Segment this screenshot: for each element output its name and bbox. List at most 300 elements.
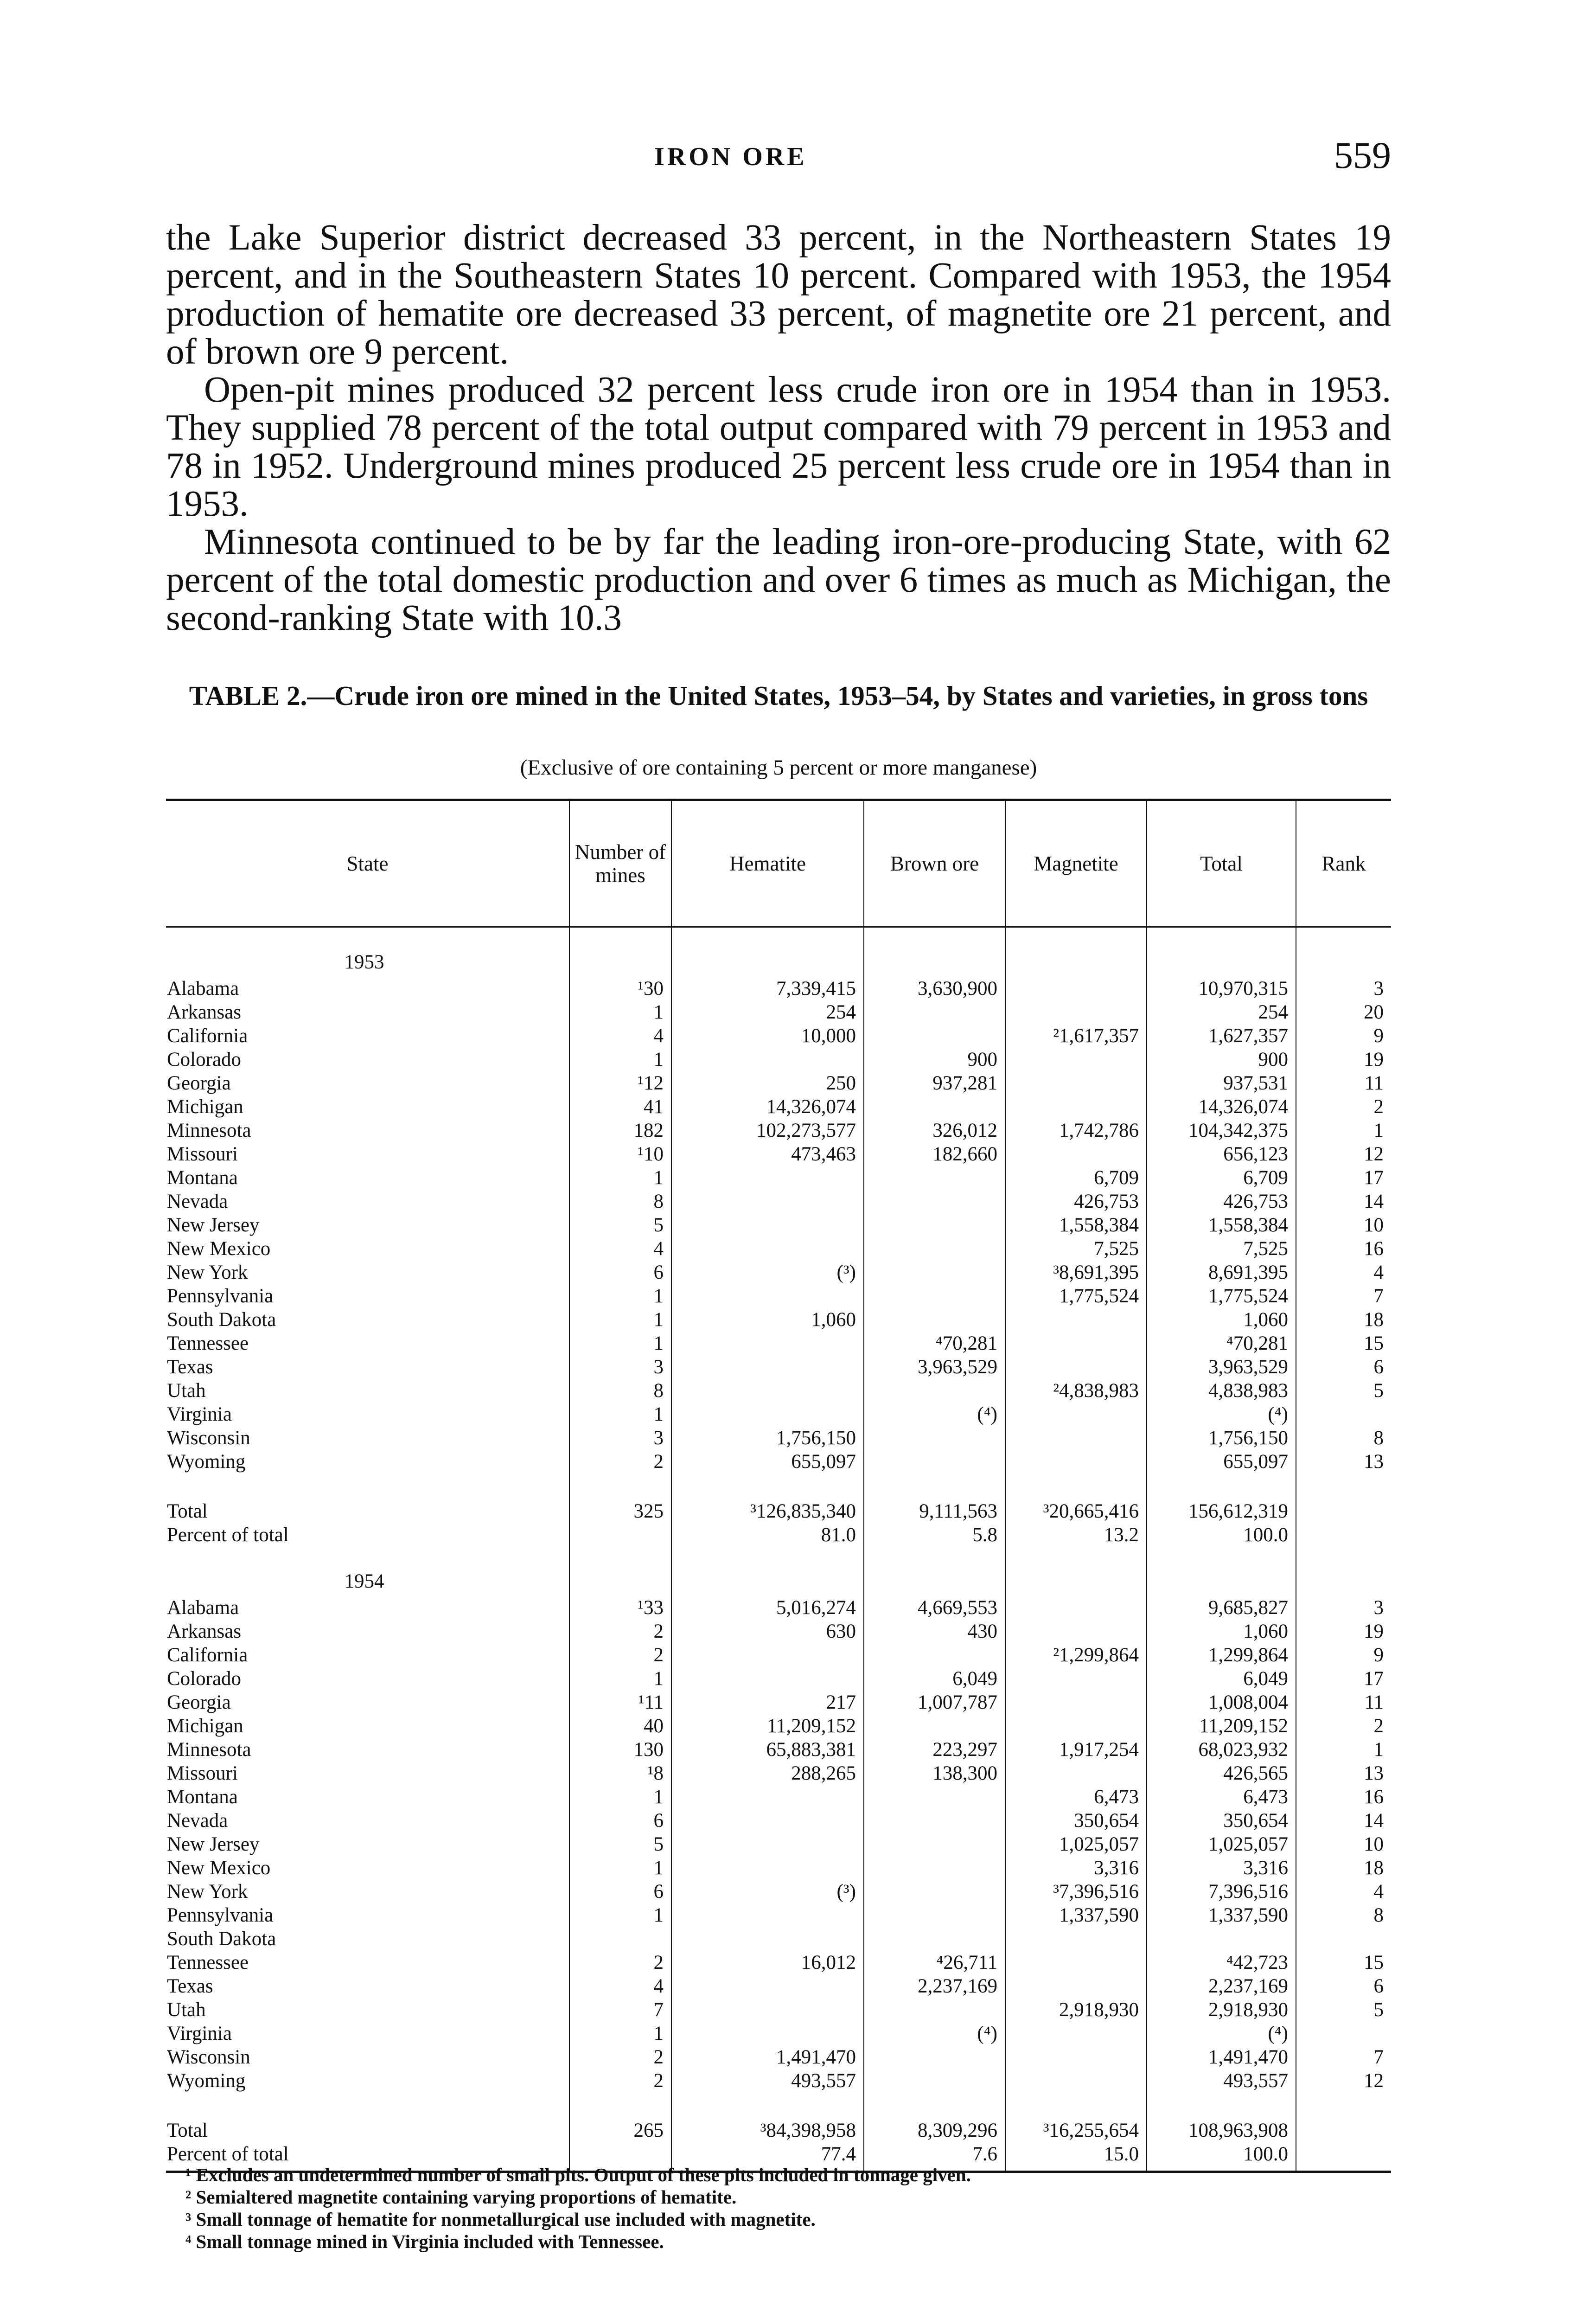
table-row (166, 1071, 1391, 1095)
table-row (166, 1450, 1391, 1473)
cell-state: Missouri (167, 1762, 238, 1784)
cell-total: 8,691,395 (1147, 1261, 1296, 1284)
column-header-rank: Rank (1296, 800, 1391, 927)
total-row (166, 2115, 1391, 2142)
column-header-brown-ore: Brown ore (864, 800, 1005, 927)
cell-magnetite (1005, 1714, 1147, 1738)
table-row (166, 1667, 1391, 1691)
empty-cell (1005, 2093, 1147, 2115)
cell-magnetite: 7,525 (1005, 1237, 1147, 1261)
cell-brown-ore: 3,963,529 (864, 1355, 1005, 1379)
cell-brown-ore (864, 1237, 1005, 1261)
table-row (166, 2045, 1391, 2069)
page-header (168, 134, 1391, 185)
cell-magnetite (1005, 1426, 1147, 1450)
cell-mines: 265 (569, 2115, 671, 2142)
cell-rank (1296, 1927, 1391, 1951)
cell-total: 655,097 (1147, 1450, 1296, 1473)
cell-state: Nevada (167, 1810, 228, 1832)
table-row (166, 1927, 1391, 1951)
cell-state: Michigan (167, 1096, 243, 1118)
cell-rank: 9 (1296, 1024, 1391, 1048)
cell-mines: 5 (569, 1832, 671, 1856)
table-row (166, 1095, 1391, 1119)
cell-total: 1,337,590 (1147, 1903, 1296, 1927)
cell-brown-ore (864, 1450, 1005, 1473)
column-header-state: State (166, 800, 569, 927)
cell-hematite: 5,016,274 (671, 1596, 864, 1620)
cell-rank: 11 (1296, 1691, 1391, 1714)
cell-rank: 13 (1296, 1762, 1391, 1785)
year-label: 1954 (344, 1570, 384, 1592)
cell-magnetite: 1,775,524 (1005, 1284, 1147, 1308)
table-row (166, 1000, 1391, 1024)
cell-rank: 10 (1296, 1832, 1391, 1856)
cell-magnetite: 1,917,254 (1005, 1738, 1147, 1762)
cell-hematite (671, 1379, 864, 1403)
cell-rank: 9 (1296, 1643, 1391, 1667)
cell-rank: 11 (1296, 1071, 1391, 1095)
cell-hematite: 288,265 (671, 1762, 864, 1785)
empty-cell (1005, 927, 1147, 977)
cell-state: Tennessee (167, 1952, 249, 1973)
cell-magnetite: ³7,396,516 (1005, 1880, 1147, 1903)
cell-mines: 1 (569, 1903, 671, 1927)
paragraph: the Lake Superior district decreased 33 percent, in the Northeastern States 19 percent, and in the Southeastern States 10 percent. Compared with 1953, the 1954 production of hematite ore decreased 33 percent, of magnetite ore 21 percent, and of brown ore 9 percent. (166, 218, 1391, 372)
cell-hematite (671, 1927, 864, 1951)
cell-state: New York (167, 1881, 248, 1903)
empty-cell (569, 1547, 671, 1596)
paragraph: Minnesota continued to be by far the leading iron-ore-producing State, with 62 percent of the total domestic production and over 6 times as much as Michigan, the second-ranking State with 10.3 (166, 522, 1391, 638)
cell-mines: 1 (569, 2022, 671, 2045)
empty-cell (864, 1473, 1005, 1496)
cell-hematite (671, 2022, 864, 2045)
cell-mines: 2 (569, 1643, 671, 1667)
cell-state: Georgia (167, 1691, 231, 1713)
empty-cell (166, 1473, 569, 1496)
footnote: ² Semialtered magnetite containing varying proportions of hematite. (185, 2186, 737, 2208)
cell-magnetite: ²1,617,357 (1005, 1024, 1147, 1048)
table-row (166, 1379, 1391, 1403)
cell-state: Georgia (167, 1072, 231, 1094)
cell-total: 1,025,057 (1147, 1832, 1296, 1856)
cell-rank: 3 (1296, 977, 1391, 1000)
cell-hematite: ³84,398,958 (671, 2115, 864, 2142)
table-row (166, 1738, 1391, 1762)
cell-total: 1,299,864 (1147, 1643, 1296, 1667)
cell-hematite (671, 1166, 864, 1190)
cell-rank: 6 (1296, 1974, 1391, 1998)
table-row (166, 1785, 1391, 1809)
cell-hematite: 217 (671, 1691, 864, 1714)
table-row (166, 1403, 1391, 1426)
empty-cell (1296, 1473, 1391, 1496)
year-row (166, 927, 1391, 977)
cell-mines: 2 (569, 2069, 671, 2093)
table-row (166, 1332, 1391, 1355)
cell-mines: ¹10 (569, 1142, 671, 1166)
cell-rank: 1 (1296, 1119, 1391, 1142)
cell-total: 1,558,384 (1147, 1213, 1296, 1237)
cell-magnetite: ³8,691,395 (1005, 1261, 1147, 1284)
cell-magnetite (1005, 1000, 1147, 1024)
cell-state: Arkansas (167, 1001, 242, 1023)
cell-magnetite: ³20,665,416 (1005, 1496, 1147, 1523)
cell-rank: 6 (1296, 1355, 1391, 1379)
cell-state: South Dakota (167, 1928, 276, 1950)
cell-rank (1296, 1496, 1391, 1523)
cell-brown-ore (864, 1166, 1005, 1190)
cell-hematite: 1,491,470 (671, 2045, 864, 2069)
cell-hematite: 630 (671, 1620, 864, 1643)
cell-state: Total (167, 1500, 208, 1522)
cell-mines: 8 (569, 1190, 671, 1213)
cell-hematite (671, 1832, 864, 1856)
cell-hematite (671, 1355, 864, 1379)
cell-state: Nevada (167, 1191, 228, 1212)
cell-state: Colorado (167, 1049, 242, 1070)
cell-state: Pennsylvania (167, 1904, 274, 1926)
cell-state: Minnesota (167, 1739, 251, 1761)
cell-mines: 1 (569, 1667, 671, 1691)
empty-cell (864, 1547, 1005, 1596)
cell-brown-ore (864, 1000, 1005, 1024)
cell-magnetite: 1,025,057 (1005, 1832, 1147, 1856)
cell-rank: 5 (1296, 1379, 1391, 1403)
cell-brown-ore: 7.6 (864, 2142, 1005, 2172)
cell-rank: 18 (1296, 1308, 1391, 1332)
cell-rank: 16 (1296, 1237, 1391, 1261)
cell-total: 2,918,930 (1147, 1998, 1296, 2022)
table-row (166, 1284, 1391, 1308)
cell-magnetite (1005, 1403, 1147, 1426)
cell-total: 1,627,357 (1147, 1024, 1296, 1048)
cell-state: Arkansas (167, 1621, 242, 1642)
table-row (166, 1951, 1391, 1974)
cell-hematite (671, 1998, 864, 2022)
cell-mines: ¹12 (569, 1071, 671, 1095)
cell-rank: 14 (1296, 1809, 1391, 1832)
cell-brown-ore (864, 1024, 1005, 1048)
paragraph: Open-pit mines produced 32 percent less crude iron ore in 1954 than in 1953. They supplied 78 percent of the total output compared with 79 percent in 1953 and 78 in 1952. Underground mines produced 25 percent less crude ore in 1954 than in 1953. (166, 370, 1391, 524)
cell-hematite: 14,326,074 (671, 1095, 864, 1119)
empty-cell (569, 927, 671, 977)
cell-hematite (671, 1809, 864, 1832)
cell-total: 426,565 (1147, 1762, 1296, 1785)
cell-rank: 8 (1296, 1426, 1391, 1450)
cell-magnetite: ³16,255,654 (1005, 2115, 1147, 2142)
table-caption: TABLE 2.—Crude iron ore mined in the United States, 1953–54, by States and varieties, in gross tons (189, 680, 1368, 711)
cell-magnetite (1005, 1667, 1147, 1691)
cell-magnetite: ²4,838,983 (1005, 1379, 1147, 1403)
cell-rank: 17 (1296, 1667, 1391, 1691)
body-text (166, 219, 1391, 637)
footnotes (185, 2164, 1391, 2253)
cell-state: Alabama (167, 978, 239, 999)
cell-state: Texas (167, 1975, 213, 1997)
cell-magnetite (1005, 1691, 1147, 1714)
column-header-hematite: Hematite (671, 800, 864, 927)
cell-brown-ore (864, 1785, 1005, 1809)
cell-magnetite: 350,654 (1005, 1809, 1147, 1832)
cell-total: ⁴42,723 (1147, 1951, 1296, 1974)
cell-brown-ore (864, 1998, 1005, 2022)
cell-brown-ore: 5.8 (864, 1523, 1005, 1547)
table-row (166, 1880, 1391, 1903)
table-row (166, 1261, 1391, 1284)
cell-mines: 41 (569, 1095, 671, 1119)
cell-brown-ore (864, 1643, 1005, 1667)
cell-total: 2,237,169 (1147, 1974, 1296, 1998)
cell-hematite (671, 1237, 864, 1261)
cell-rank: 8 (1296, 1903, 1391, 1927)
cell-brown-ore (864, 1284, 1005, 1308)
cell-magnetite (1005, 2069, 1147, 2093)
column-header-magnetite: Magnetite (1005, 800, 1147, 927)
cell-rank: 10 (1296, 1213, 1391, 1237)
cell-rank: 7 (1296, 1284, 1391, 1308)
cell-hematite (671, 1190, 864, 1213)
table-row (166, 1691, 1391, 1714)
cell-brown-ore (864, 1903, 1005, 1927)
empty-cell (864, 927, 1005, 977)
cell-brown-ore (864, 1880, 1005, 1903)
spacer-row (166, 1473, 1391, 1496)
cell-total: 493,557 (1147, 2069, 1296, 2093)
table-row (166, 977, 1391, 1000)
cell-brown-ore (864, 1261, 1005, 1284)
empty-cell (166, 2093, 569, 2115)
cell-magnetite: ²1,299,864 (1005, 1643, 1147, 1667)
cell-state: Utah (167, 1999, 206, 2021)
cell-brown-ore (864, 1190, 1005, 1213)
empty-cell (569, 1473, 671, 1496)
column-header-total: Total (1147, 800, 1296, 927)
cell-magnetite (1005, 1095, 1147, 1119)
year-row (166, 1547, 1391, 1596)
running-head: IRON ORE (654, 142, 807, 171)
cell-state: California (167, 1025, 248, 1047)
cell-state: California (167, 1644, 248, 1666)
cell-mines: 1 (569, 1403, 671, 1426)
cell-brown-ore: 9,111,563 (864, 1496, 1005, 1523)
cell-rank: 2 (1296, 1095, 1391, 1119)
cell-total: 1,491,470 (1147, 2045, 1296, 2069)
cell-state: Missouri (167, 1143, 238, 1165)
cell-brown-ore: 182,660 (864, 1142, 1005, 1166)
cell-magnetite: 13.2 (1005, 1523, 1147, 1547)
cell-total: 1,008,004 (1147, 1691, 1296, 1714)
cell-state: Wisconsin (167, 1427, 250, 1449)
table-row (166, 1856, 1391, 1880)
cell-magnetite (1005, 977, 1147, 1000)
cell-brown-ore: 1,007,787 (864, 1691, 1005, 1714)
empty-cell (671, 1473, 864, 1496)
cell-brown-ore: 138,300 (864, 1762, 1005, 1785)
cell-total: 6,709 (1147, 1166, 1296, 1190)
cell-rank: 1 (1296, 1738, 1391, 1762)
table-row (166, 1142, 1391, 1166)
cell-state: Alabama (167, 1597, 239, 1619)
cell-total: 100.0 (1147, 2142, 1296, 2172)
cell-brown-ore: 2,237,169 (864, 1974, 1005, 1998)
cell-brown-ore: 937,281 (864, 1071, 1005, 1095)
cell-brown-ore: 4,669,553 (864, 1596, 1005, 1620)
empty-cell (671, 927, 864, 977)
table-row (166, 1762, 1391, 1785)
cell-total: 108,963,908 (1147, 2115, 1296, 2142)
cell-mines: 3 (569, 1426, 671, 1450)
cell-total: 7,396,516 (1147, 1880, 1296, 1903)
cell-rank: 16 (1296, 1785, 1391, 1809)
cell-mines: 1 (569, 1785, 671, 1809)
table-row (166, 1832, 1391, 1856)
cell-brown-ore (864, 1809, 1005, 1832)
cell-magnetite (1005, 1927, 1147, 1951)
cell-mines: 1 (569, 1284, 671, 1308)
cell-state: Virginia (167, 2023, 232, 2044)
cell-magnetite (1005, 1620, 1147, 1643)
cell-mines (569, 1523, 671, 1547)
cell-hematite: 77.4 (671, 2142, 864, 2172)
cell-total: 10,970,315 (1147, 977, 1296, 1000)
cell-mines: 7 (569, 1998, 671, 2022)
cell-state: Utah (167, 1380, 206, 1402)
cell-brown-ore (864, 1927, 1005, 1951)
cell-magnetite (1005, 1355, 1147, 1379)
cell-mines: 4 (569, 1024, 671, 1048)
cell-rank: 18 (1296, 1856, 1391, 1880)
cell-magnetite: 426,753 (1005, 1190, 1147, 1213)
cell-mines: 2 (569, 2045, 671, 2069)
cell-brown-ore (864, 1714, 1005, 1738)
cell-brown-ore: 3,630,900 (864, 977, 1005, 1000)
cell-mines: 40 (569, 1714, 671, 1738)
cell-magnetite: 15.0 (1005, 2142, 1147, 2172)
cell-mines: 325 (569, 1496, 671, 1523)
cell-total: 1,060 (1147, 1620, 1296, 1643)
cell-mines: 6 (569, 1261, 671, 1284)
table-row (166, 1355, 1391, 1379)
cell-brown-ore (864, 1426, 1005, 1450)
cell-hematite (671, 1903, 864, 1927)
cell-rank: 19 (1296, 1048, 1391, 1071)
cell-magnetite (1005, 1048, 1147, 1071)
cell-hematite (671, 1403, 864, 1426)
cell-brown-ore: (⁴) (864, 1403, 1005, 1426)
cell-mines: 1 (569, 1308, 671, 1332)
cell-hematite (671, 1284, 864, 1308)
empty-cell (1296, 1547, 1391, 1596)
cell-total: 156,612,319 (1147, 1496, 1296, 1523)
cell-hematite: 65,883,381 (671, 1738, 864, 1762)
cell-total: 3,963,529 (1147, 1355, 1296, 1379)
cell-magnetite (1005, 1071, 1147, 1095)
cell-rank: 4 (1296, 1261, 1391, 1284)
cell-total: 1,060 (1147, 1308, 1296, 1332)
cell-magnetite (1005, 1951, 1147, 1974)
cell-mines: 8 (569, 1379, 671, 1403)
cell-hematite: (³) (671, 1880, 864, 1903)
table-row (166, 1620, 1391, 1643)
cell-rank (1296, 2022, 1391, 2045)
cell-magnetite (1005, 1762, 1147, 1785)
cell-hematite: 10,000 (671, 1024, 864, 1048)
cell-brown-ore (864, 2069, 1005, 2093)
spacer-row (166, 2093, 1391, 2115)
cell-mines: ¹30 (569, 977, 671, 1000)
cell-mines: 2 (569, 1620, 671, 1643)
year-label: 1953 (344, 951, 384, 973)
empty-cell (1005, 1473, 1147, 1496)
cell-brown-ore: 326,012 (864, 1119, 1005, 1142)
data-table-container (166, 799, 1391, 2173)
cell-brown-ore: 223,297 (864, 1738, 1005, 1762)
column-header-number-of-mines: Number of mines (569, 800, 671, 927)
cell-hematite (671, 1974, 864, 1998)
cell-rank: 19 (1296, 1620, 1391, 1643)
cell-mines (569, 1927, 671, 1951)
cell-hematite (671, 1785, 864, 1809)
cell-total: 104,342,375 (1147, 1119, 1296, 1142)
cell-brown-ore: 6,049 (864, 1667, 1005, 1691)
cell-rank: 2 (1296, 1714, 1391, 1738)
table-row (166, 1903, 1391, 1927)
table-row (166, 1024, 1391, 1048)
table-row (166, 1166, 1391, 1190)
cell-total: 254 (1147, 1000, 1296, 1024)
cell-brown-ore: 900 (864, 1048, 1005, 1071)
cell-state: South Dakota (167, 1309, 276, 1331)
cell-hematite: 473,463 (671, 1142, 864, 1166)
cell-mines: 3 (569, 1355, 671, 1379)
cell-rank: 14 (1296, 1190, 1391, 1213)
cell-state: New Mexico (167, 1238, 271, 1260)
percent-row (166, 1523, 1391, 1547)
cell-state: New Jersey (167, 1833, 260, 1855)
cell-mines: 4 (569, 1974, 671, 1998)
cell-brown-ore: ⁴70,281 (864, 1332, 1005, 1355)
table-row (166, 2069, 1391, 2093)
cell-hematite: 254 (671, 1000, 864, 1024)
table-row (166, 1596, 1391, 1620)
cell-total: 656,123 (1147, 1142, 1296, 1166)
cell-mines: ¹33 (569, 1596, 671, 1620)
table-row (166, 1998, 1391, 2022)
cell-mines: 4 (569, 1237, 671, 1261)
cell-rank: 4 (1296, 1880, 1391, 1903)
cell-mines: 1 (569, 1166, 671, 1190)
empty-cell (1296, 2093, 1391, 2115)
table-row (166, 1974, 1391, 1998)
cell-hematite: 102,273,577 (671, 1119, 864, 1142)
footnote: ³ Small tonnage of hematite for nonmetallurgical use included with magnetite. (185, 2209, 816, 2230)
cell-total: 6,049 (1147, 1667, 1296, 1691)
iron-ore-table (166, 799, 1391, 2173)
cell-state: Montana (167, 1167, 238, 1189)
empty-cell (1147, 1547, 1296, 1596)
cell-state: Tennessee (167, 1332, 249, 1354)
cell-brown-ore: (⁴) (864, 2022, 1005, 2045)
table-row (166, 1714, 1391, 1738)
cell-total: 350,654 (1147, 1809, 1296, 1832)
cell-hematite: 250 (671, 1071, 864, 1095)
empty-cell (1005, 1547, 1147, 1596)
table-row (166, 1809, 1391, 1832)
cell-state: Michigan (167, 1715, 243, 1737)
empty-cell (569, 2093, 671, 2115)
cell-total: 3,316 (1147, 1856, 1296, 1880)
